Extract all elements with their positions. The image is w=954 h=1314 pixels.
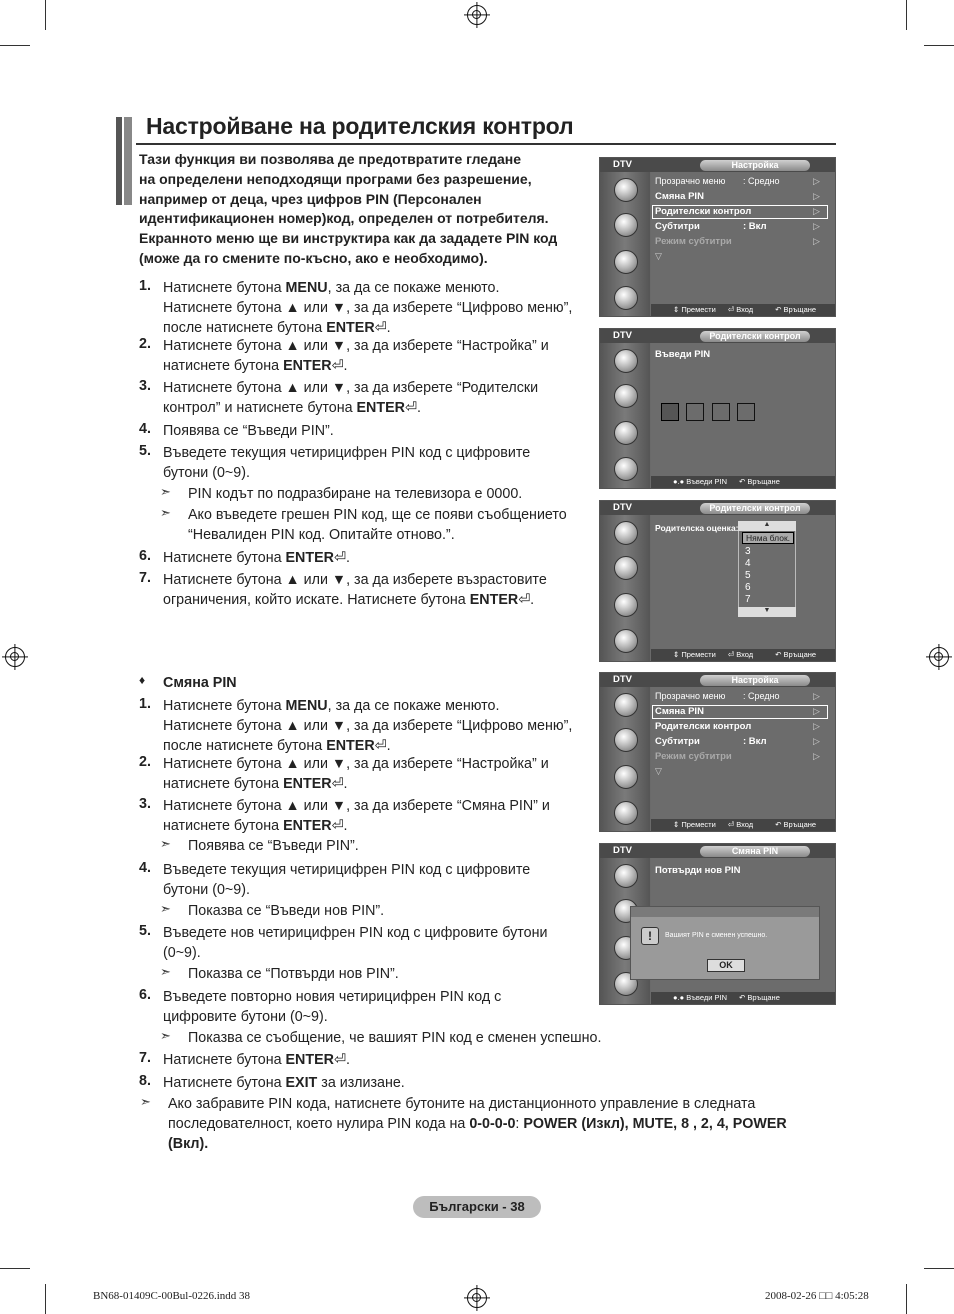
tv-screen-confirm-pin: DTV Смяна PIN Потвърди нов PIN ! Вашият PIN е сменен успешно. OK ●.● Въведи PIN ↶ Връщане — [599, 843, 836, 1005]
note-arrow-icon: ➣ — [160, 505, 171, 520]
note-text: Показва се “Въведи нов PIN”. — [188, 903, 385, 919]
step-number: 6. — [139, 548, 151, 564]
step-number: 4. — [139, 421, 151, 437]
registration-mark-icon — [467, 1288, 487, 1308]
step-text: Натиснете бутона ENTER⏎. — [163, 1052, 350, 1068]
tv-screen-pin: DTV Родителски контрол Въведи PIN ●.● Въведи PIN ↶ Връщане — [599, 328, 836, 489]
step-number: 1. — [139, 696, 151, 712]
tv-screen-setup-change-pin: DTV Настройка Прозрачно меню : Средно ▷ Смяна PIN ▷ Родителски контрол ▷ Субтитри : Вкл ▷ Режим субтитри ▷ ▽ ⇕ Премести ⏎ Вход ↶ Връщане — [599, 672, 836, 832]
setup-menu-icon — [614, 250, 638, 274]
sound-menu-icon — [614, 213, 638, 237]
step-number: 6. — [139, 987, 151, 1003]
pin-digit-box — [737, 403, 755, 421]
tv-screen-rating: DTV Родителски контрол Родителска оценка: ▲ Няма блок. 3 4 5 6 7 ▼ ⇕ Премести ⏎ Вход ↶ Връщане — [599, 500, 836, 662]
step-number: 5. — [139, 443, 151, 459]
step-number: 7. — [139, 570, 151, 586]
tv-screen-setup: DTV Настройка Прозрачно меню : Средно ▷ Смяна PIN ▷ Родителски контрол ▷ Субтитри : Вкл ▷ Режим субтитри ▷ ▽ ⇕ Премести ⏎ Вход ↶ Връщане — [599, 157, 836, 317]
note-arrow-icon: ➣ — [160, 484, 171, 499]
title-side-bar — [116, 117, 122, 205]
bullet-icon: ♦ — [139, 673, 146, 687]
step-text: Появява се “Въведи PIN”. — [163, 423, 334, 439]
step-text: Натиснете бутона ▲ или ▼, за да изберете “Настройка” и натиснете бутона ENTER⏎. — [163, 756, 549, 792]
step-number: 7. — [139, 1050, 151, 1066]
step-number: 4. — [139, 860, 151, 876]
registration-mark-icon — [929, 647, 949, 667]
step-text: Въведете нов четирицифрен PIN код с цифровите бутони (0~9). — [163, 925, 548, 961]
step-number: 5. — [139, 923, 151, 939]
footer-date: 2008-02-26 □□ 4:05:28 — [765, 1290, 869, 1302]
step-text: Натиснете бутона ▲ или ▼, за да изберете “Настройка” и натиснете бутона ENTER⏎. — [163, 338, 549, 374]
step-number: 2. — [139, 754, 151, 770]
note-arrow-icon: ➣ — [160, 1028, 171, 1043]
note-arrow-icon: ➣ — [160, 836, 171, 851]
step-text: Въведете текущия четирицифрен PIN код с цифровите бутони (0~9). — [163, 862, 531, 898]
note-text: Появява се “Въведи PIN”. — [188, 838, 359, 854]
step-text: Натиснете бутона ▲ или ▼, за да изберете “Родителски контрол” и натиснете бутона ENTER⏎. — [163, 380, 539, 416]
note-text: Показва се съобщение, че вашият PIN код е сменен успешно. — [188, 1030, 602, 1046]
section-title: Смяна PIN — [163, 675, 237, 691]
note-text: Ако забравите PIN кода, натиснете бутоните на дистанционното управление в следната последователност, което нулира PIN кода на 0-0-0-0: POWER (Изкл), MUTE, 8 , 2, 4, POWER (Вкл). — [168, 1096, 787, 1152]
note-text: Показва се “Потвърди нов PIN”. — [188, 966, 399, 982]
pin-digit-box — [686, 403, 704, 421]
step-text: Натиснете бутона MENU, за да се покаже менюто. Натиснете бутона ▲ или ▼, за да изберете “Цифрово меню”, после натиснете бутона ENTER⏎. — [163, 698, 573, 754]
step-text: Натиснете бутона ENTER⏎. — [163, 550, 350, 566]
note-text: PIN кодът по подразбиране на телевизора е 0000. — [188, 486, 523, 502]
note-arrow-icon: ➣ — [140, 1094, 151, 1109]
step-number: 1. — [139, 278, 151, 294]
page-title: Настройване на родителския контрол — [146, 113, 574, 139]
success-dialog: ! Вашият PIN е сменен успешно. OK — [630, 906, 820, 980]
title-side-bar — [124, 117, 132, 205]
ok-button[interactable]: OK — [707, 959, 745, 972]
step-number: 2. — [139, 336, 151, 352]
registration-mark-icon — [467, 5, 487, 25]
step-text: Натиснете бутона ▲ или ▼, за да изберете възрастовите ограничения, който искате. Натиснете бутона ENTER⏎. — [163, 572, 547, 608]
intro-text: Тази функция ви позволява де предотвратите гледане на определени неподходящи програми без разрешение, например от деца, чрез цифров PIN (Персонален идентификационен номер)код, определен от потребителя. Екранното меню ще ви инструктира как да зададете PIN код (може да го смените по-късно, ако е необходимо). — [139, 151, 558, 266]
step-text: Натиснете бутона ▲ или ▼, за да изберете “Смяна PIN” и натиснете бутона ENTER⏎. — [163, 798, 550, 834]
input-menu-icon — [614, 286, 638, 310]
warning-icon: ! — [641, 927, 659, 945]
step-number: 3. — [139, 796, 151, 812]
note-arrow-icon: ➣ — [160, 964, 171, 979]
note-arrow-icon: ➣ — [160, 901, 171, 916]
title-underline — [136, 143, 836, 145]
step-number: 8. — [139, 1073, 151, 1089]
step-text: Натиснете бутона EXIT за излизане. — [163, 1075, 405, 1091]
footer-file: BN68-01409C-00Bul-0226.indd 38 — [93, 1290, 251, 1302]
step-number: 3. — [139, 378, 151, 394]
tv-menu-icon — [614, 178, 638, 202]
step-text: Въведете повторно новия четирицифрен PIN код с цифровите бутони (0~9). — [163, 989, 502, 1025]
pin-digit-box — [661, 403, 679, 421]
note-text: Ако въведете грешен PIN код, ще се появи съобщението “Невалиден PIN код. Опитайте отново.”. — [188, 507, 567, 543]
registration-mark-icon — [5, 647, 25, 667]
step-text: Натиснете бутона MENU, за да се покаже менюто. Натиснете бутона ▲ или ▼, за да изберете “Цифрово меню”, после натиснете бутона ENTER⏎. — [163, 280, 573, 336]
pin-digit-box — [712, 403, 730, 421]
page-number-badge: Български - 38 — [413, 1196, 541, 1218]
step-text: Въведете текущия четирицифрен PIN код с цифровите бутони (0~9). — [163, 445, 531, 481]
